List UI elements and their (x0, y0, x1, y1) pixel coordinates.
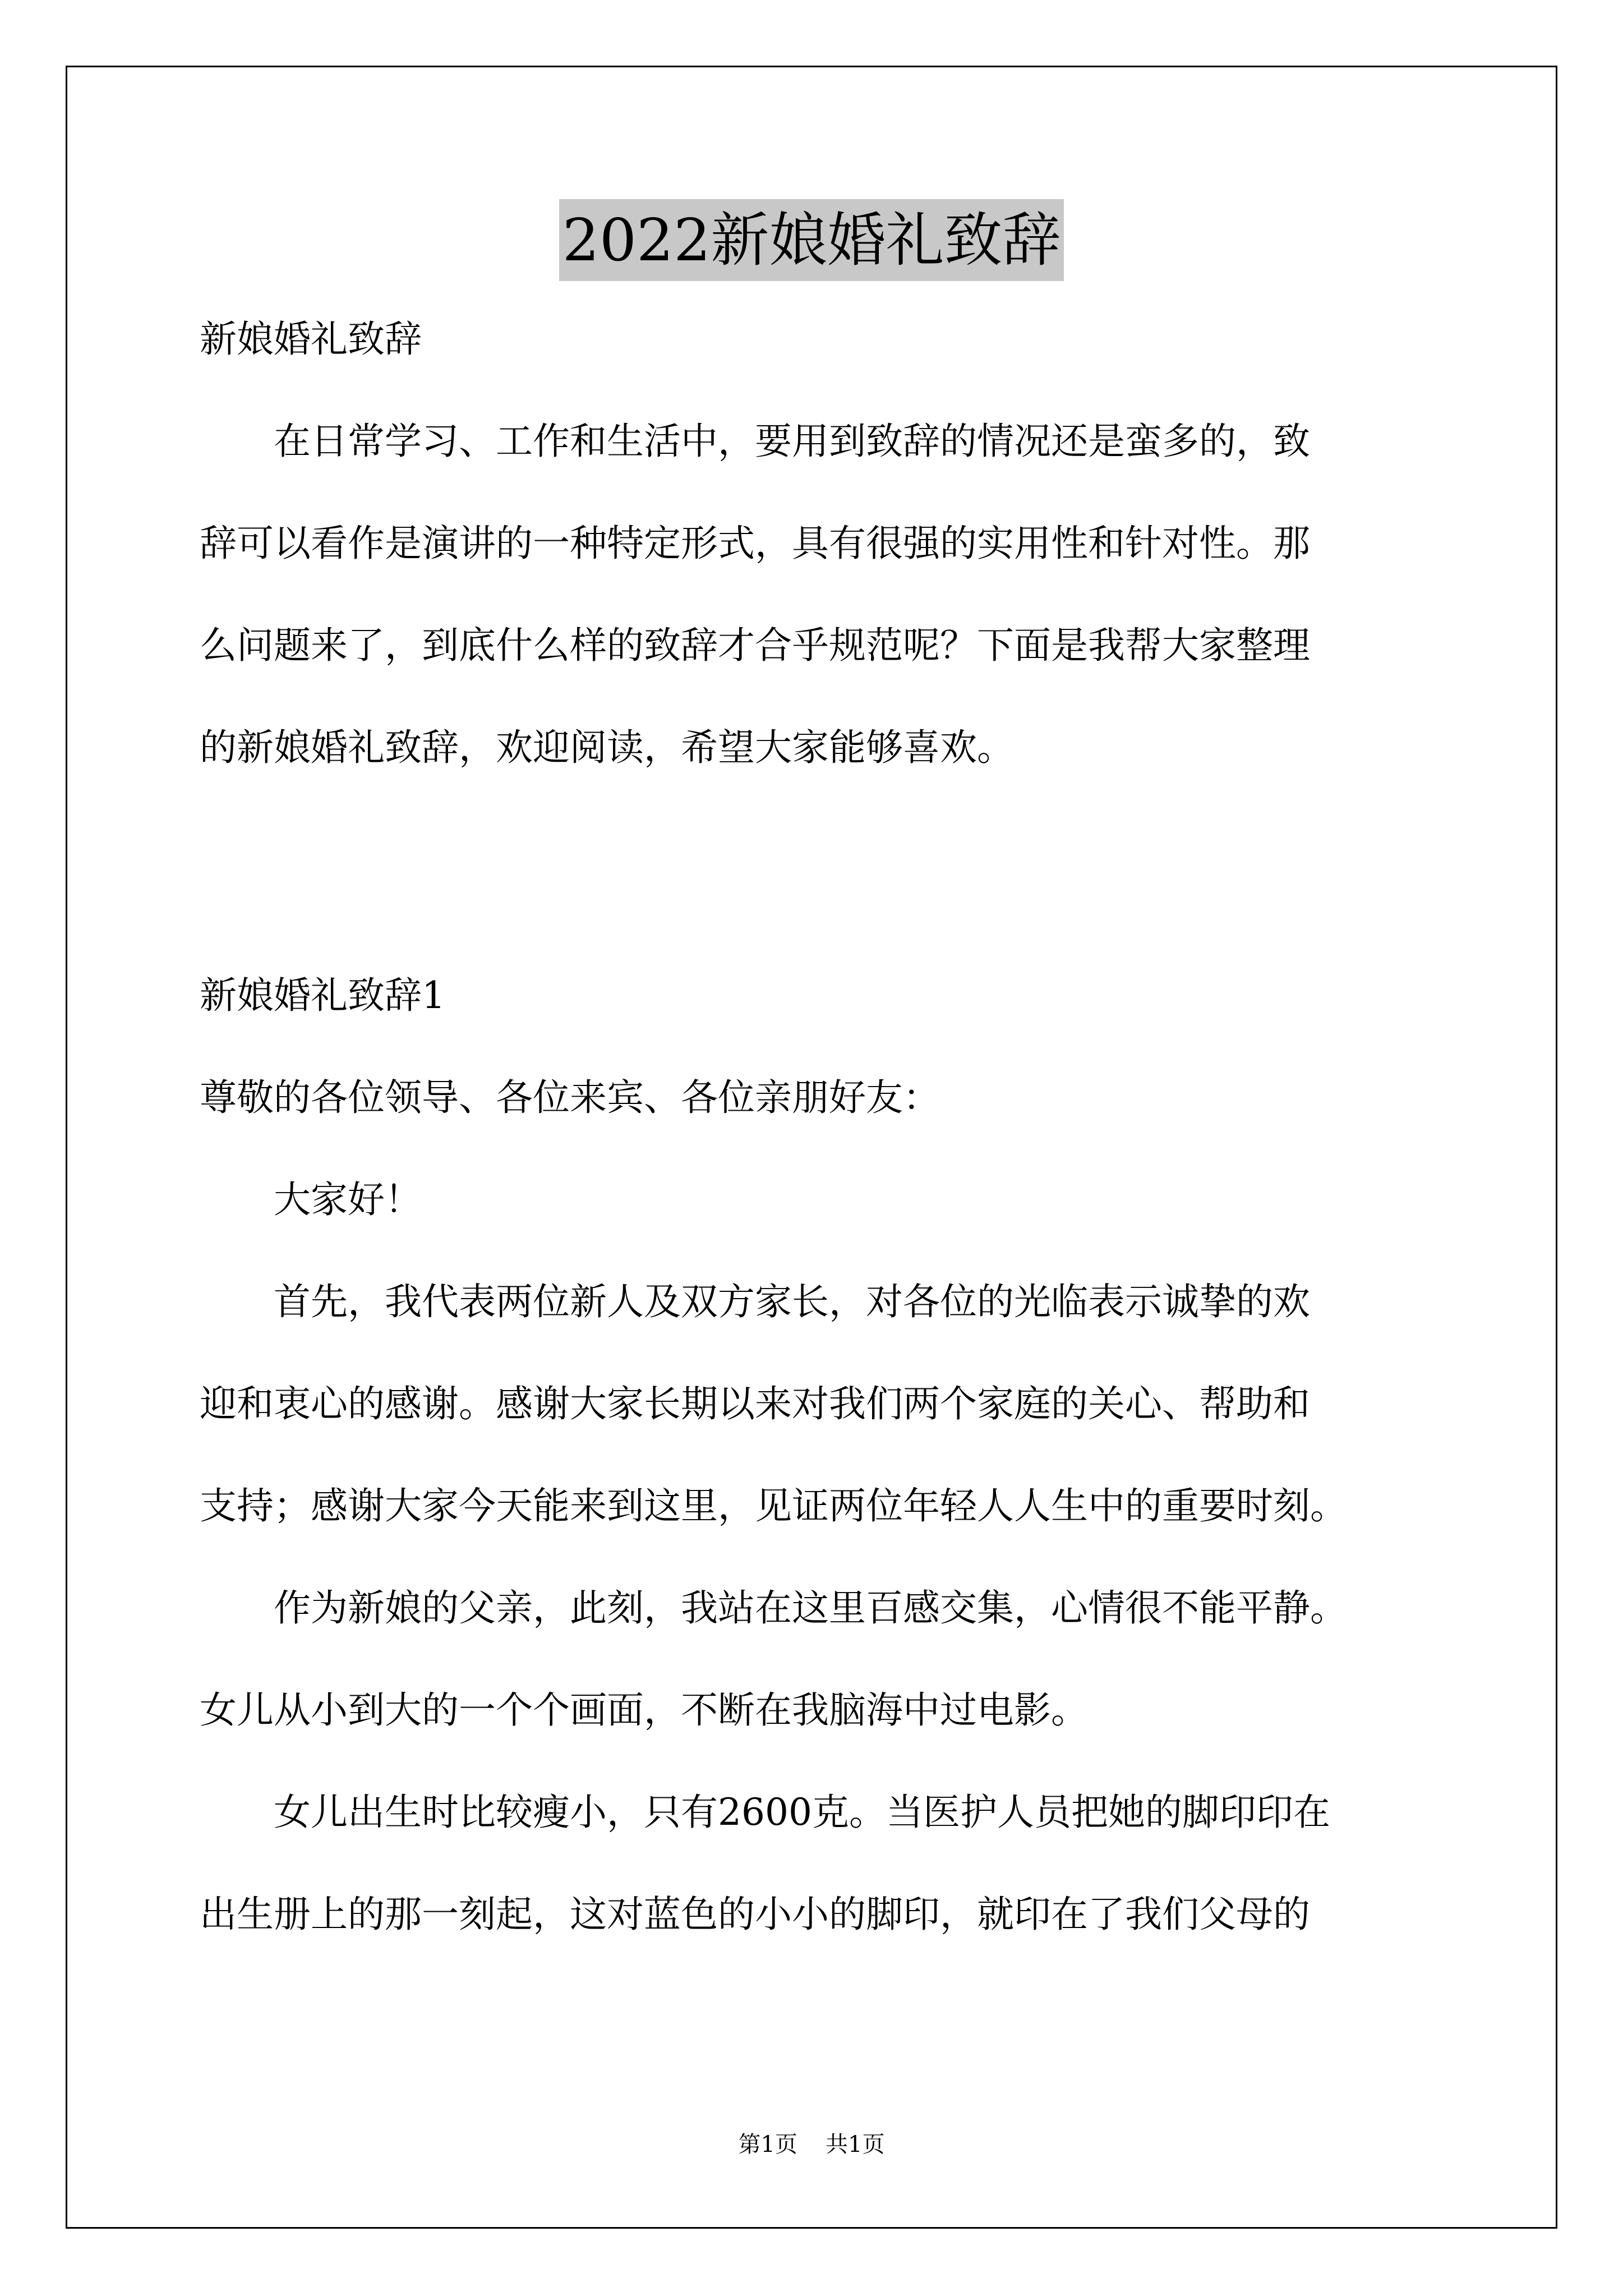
page-footer (0, 2129, 1623, 2160)
title-container (0, 199, 1623, 281)
paragraph-line: 出生册上的那一刻起，这对蓝色的小小的脚印，就印在了我们父母的 (200, 1893, 1310, 1936)
section-heading: 新娘婚礼致辞 (200, 318, 422, 361)
page-total: 共1页 (826, 2132, 885, 2157)
salutation-line: 尊敬的各位领导、各位来宾、各位亲朋好友： (200, 1076, 940, 1119)
page-number: 第1页 (738, 2132, 797, 2157)
paragraph-line: 辞可以看作是演讲的一种特定形式，具有很强的实用性和针对性。那 (200, 522, 1310, 565)
section-heading: 新娘婚礼致辞1 (200, 974, 445, 1017)
paragraph-line: 女儿从小到大的一个个画面，不断在我脑海中过电影。 (200, 1688, 1088, 1732)
paragraph-line: 在日常学习、工作和生活中，要用到致辞的情况还是蛮多的，致 (200, 420, 1310, 463)
paragraph-line: 迎和衷心的感谢。感谢大家长期以来对我们两个家庭的关心、帮助和 (200, 1382, 1310, 1425)
paragraph-line: 的新娘婚礼致辞，欢迎阅读，希望大家能够喜欢。 (200, 726, 1014, 769)
document-title: 2022新娘婚礼致辞 (559, 199, 1064, 281)
paragraph-line: 首先，我代表两位新人及双方家长，对各位的光临表示诚挚的欢 (200, 1280, 1310, 1323)
paragraph-line: 作为新娘的父亲，此刻，我站在这里百感交集，心情很不能平静。 (200, 1586, 1347, 1630)
paragraph-line: 女儿出生时比较瘦小，只有2600克。当医护人员把她的脚印印在 (200, 1791, 1330, 1834)
paragraph-line: 大家好！ (200, 1178, 422, 1221)
paragraph-line: 支持；感谢大家今天能来到这里，见证两位年轻人人生中的重要时刻。 (200, 1484, 1347, 1527)
paragraph-line: 么问题来了，到底什么样的致辞才合乎规范呢？下面是我帮大家整理 (200, 624, 1310, 667)
